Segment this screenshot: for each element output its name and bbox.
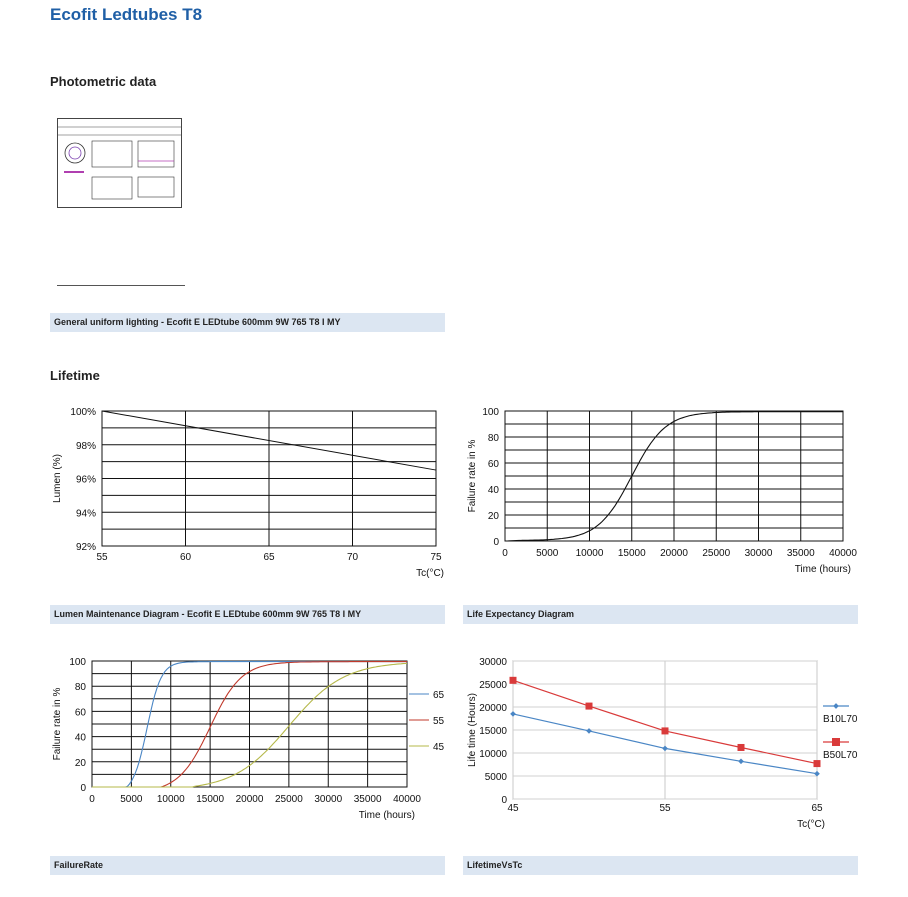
x-tick-label: 55 bbox=[96, 552, 108, 563]
y-tick-label: 100% bbox=[70, 407, 96, 418]
y-tick-label: 40 bbox=[74, 732, 86, 744]
x-tick-label: 5000 bbox=[536, 548, 559, 559]
x-tick-label: 40000 bbox=[393, 794, 421, 805]
y-tick-label: 15000 bbox=[479, 726, 507, 737]
y-tick-label: 80 bbox=[74, 682, 86, 694]
x-tick-label: 30000 bbox=[314, 794, 343, 805]
y-tick-label: 0 bbox=[501, 795, 507, 806]
y-tick-label: 25000 bbox=[479, 680, 507, 691]
y-tick-label: 60 bbox=[487, 459, 499, 470]
x-axis-label: Tc(°C) bbox=[797, 819, 825, 830]
x-tick-label: 15000 bbox=[617, 548, 646, 559]
y-tick-label: 100 bbox=[482, 407, 499, 418]
x-tick-label: 65 bbox=[811, 803, 823, 814]
y-tick-label: 98% bbox=[75, 440, 96, 452]
y-tick-label: 40 bbox=[487, 485, 499, 496]
legend-label: 45 bbox=[433, 742, 445, 753]
life-expectancy-chart bbox=[455, 400, 875, 585]
y-tick-label: 92% bbox=[75, 542, 96, 553]
x-tick-label: 60 bbox=[179, 552, 192, 563]
x-tick-label: 10000 bbox=[575, 548, 604, 559]
y-tick-label: 5000 bbox=[484, 772, 507, 783]
lifetime-vs-tc-caption: LifetimeVsTc bbox=[463, 856, 858, 875]
photometric-thumbnail[interactable] bbox=[57, 118, 182, 208]
thumbnail-footer-rule bbox=[57, 285, 185, 286]
x-tick-label: 0 bbox=[89, 794, 95, 805]
y-tick-label: 0 bbox=[493, 537, 499, 548]
data-point bbox=[814, 760, 821, 767]
x-tick-label: 40000 bbox=[829, 548, 857, 559]
legend-label: 55 bbox=[433, 716, 445, 727]
y-tick-label: 20 bbox=[487, 511, 499, 522]
data-point bbox=[510, 677, 517, 684]
failure-caption: FailureRate bbox=[50, 856, 445, 875]
lumen-caption: Lumen Maintenance Diagram - Ecofit E LEDtube 600mm 9W 765 T8 I MY bbox=[50, 605, 445, 624]
x-tick-label: 75 bbox=[430, 552, 442, 563]
x-tick-label: 20000 bbox=[660, 548, 688, 559]
y-tick-label: 60 bbox=[74, 707, 86, 719]
x-tick-label: 0 bbox=[502, 548, 508, 559]
x-axis-label: Tc(°C) bbox=[416, 568, 444, 579]
y-tick-label: 10000 bbox=[479, 749, 507, 760]
photometric-heading: Photometric data bbox=[50, 74, 157, 89]
y-axis-label: Lumen (%) bbox=[52, 454, 63, 503]
x-tick-label: 20000 bbox=[235, 794, 264, 805]
data-point bbox=[586, 703, 593, 710]
life-caption: Life Expectancy Diagram bbox=[463, 605, 858, 624]
x-tick-label: 30000 bbox=[744, 548, 773, 559]
x-tick-label: 15000 bbox=[196, 794, 225, 805]
x-tick-label: 25000 bbox=[702, 548, 731, 559]
photometric-caption: General uniform lighting - Ecofit E LEDtube 600mm 9W 765 T8 I MY bbox=[50, 313, 445, 332]
x-tick-label: 55 bbox=[659, 803, 671, 814]
x-tick-label: 5000 bbox=[120, 794, 143, 805]
lifetime-vs-tc-chart bbox=[455, 650, 875, 830]
photometric-sheet-preview bbox=[58, 119, 181, 207]
data-point bbox=[662, 727, 669, 734]
x-tick-label: 65 bbox=[263, 552, 275, 563]
x-tick-label: 25000 bbox=[274, 794, 303, 805]
y-tick-label: 20000 bbox=[479, 703, 507, 714]
data-point bbox=[738, 744, 745, 751]
y-tick-label: 30000 bbox=[479, 657, 507, 668]
x-axis-label: Time (hours) bbox=[794, 564, 851, 575]
legend-marker bbox=[832, 738, 840, 746]
x-axis-label: Time (hours) bbox=[358, 810, 415, 821]
y-axis-label: Life time (Hours) bbox=[467, 693, 478, 767]
lumen-maintenance-chart bbox=[40, 400, 460, 585]
x-tick-label: 35000 bbox=[786, 548, 815, 559]
failure-rate-chart bbox=[40, 650, 460, 830]
y-axis-label: Failure rate in % bbox=[467, 439, 478, 513]
x-tick-label: 10000 bbox=[156, 794, 185, 805]
y-tick-label: 96% bbox=[75, 474, 96, 486]
y-axis-label: Failure rate in % bbox=[52, 687, 63, 761]
y-tick-label: 0 bbox=[80, 783, 86, 794]
legend-label: 65 bbox=[433, 690, 445, 701]
lifetime-heading: Lifetime bbox=[50, 368, 100, 383]
legend-label: B10L70 bbox=[823, 714, 858, 725]
page-title: Ecofit Ledtubes T8 bbox=[50, 5, 203, 24]
legend-label: B50L70 bbox=[823, 750, 858, 761]
y-tick-label: 80 bbox=[487, 433, 499, 444]
x-tick-label: 45 bbox=[507, 803, 519, 814]
x-tick-label: 70 bbox=[346, 552, 359, 563]
y-tick-label: 100 bbox=[69, 657, 86, 668]
y-tick-label: 94% bbox=[75, 508, 96, 520]
legend-marker bbox=[833, 703, 839, 709]
y-tick-label: 20 bbox=[74, 757, 86, 769]
x-tick-label: 35000 bbox=[353, 794, 382, 805]
